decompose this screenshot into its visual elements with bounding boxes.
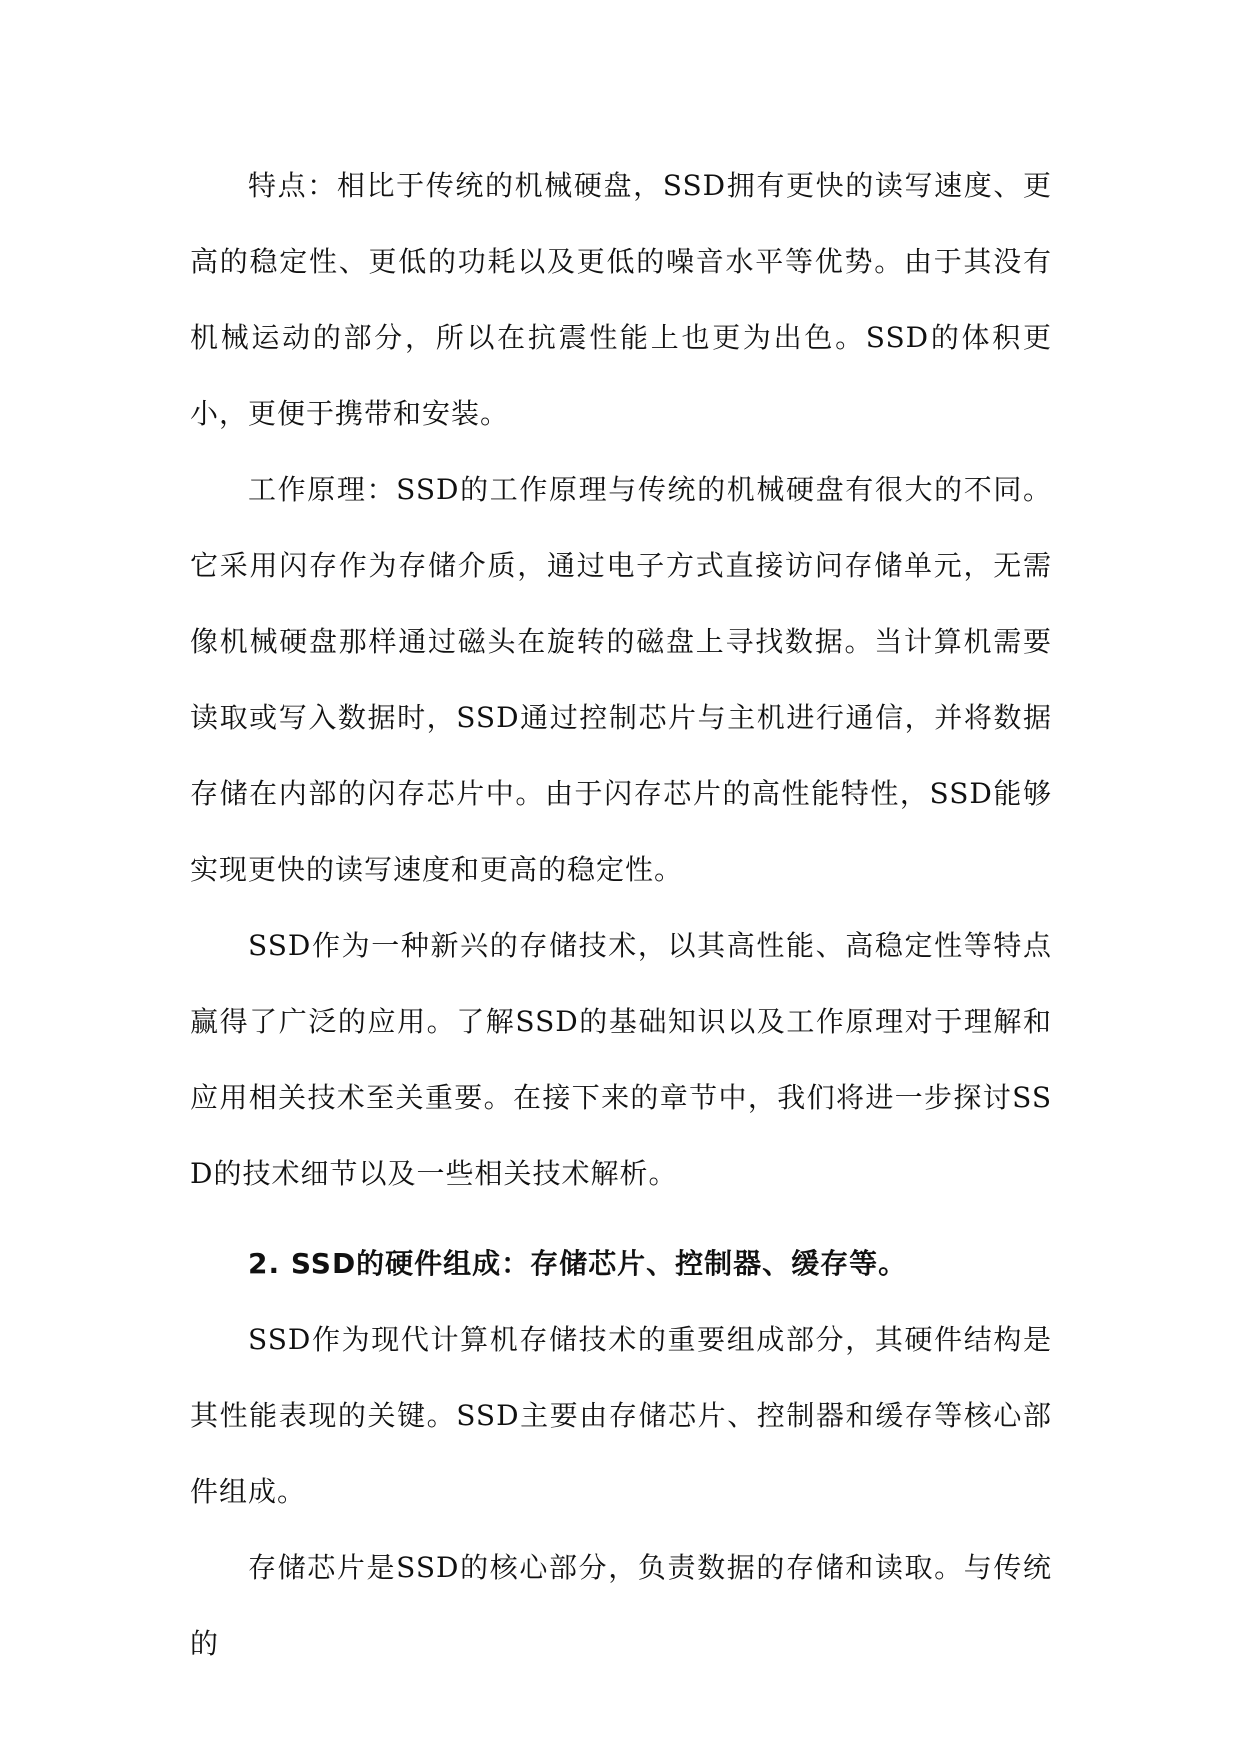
paragraph-storage-chip: 存储芯片是SSD的核心部分，负责数据的存储和读取。与传统的	[190, 1551, 1052, 1660]
paragraph-features: 特点：相比于传统的机械硬盘，SSD拥有更快的读写速度、更高的稳定性、更低的功耗以及更低的噪音水平等优势。由于其没有机械运动的部分，所以在抗震性能上也更为出色。SSD的体积更小，更便于携带和安装。	[190, 169, 1052, 430]
document-body	[190, 148, 1052, 1682]
paragraph-hardware-intro: SSD作为现代计算机存储技术的重要组成部分，其硬件结构是其性能表现的关键。SSD主要由存储芯片、控制器和缓存等核心部件组成。	[190, 1323, 1052, 1508]
section-heading: 2. SSD的硬件组成：存储芯片、控制器、缓存等。	[248, 1247, 908, 1280]
paragraph-working-principle: 工作原理：SSD的工作原理与传统的机械硬盘有很大的不同。它采用闪存作为存储介质，通过电子方式直接访问存储单元，无需像机械硬盘那样通过磁头在旋转的磁盘上寻找数据。当计算机需要读取或写入数据时，SSD通过控制芯片与主机进行通信，并将数据存储在内部的闪存芯片中。由于闪存芯片的高性能特性，SSD能够实现更快的读写速度和更高的稳定性。	[190, 473, 1052, 886]
paragraph-summary: SSD作为一种新兴的存储技术，以其高性能、高稳定性等特点赢得了广泛的应用。了解SSD的基础知识以及工作原理对于理解和应用相关技术至关重要。在接下来的章节中，我们将进一步探讨SSD的技术细节以及一些相关技术解析。	[190, 929, 1052, 1190]
